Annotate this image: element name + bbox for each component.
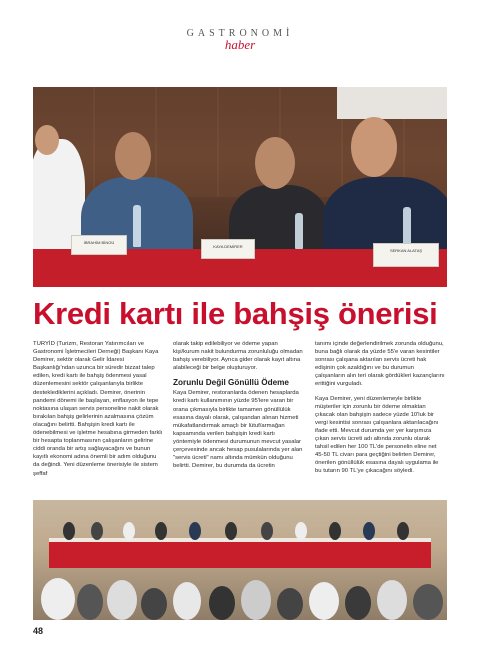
article-column-1	[33, 340, 163, 478]
audience-member	[141, 588, 167, 620]
nameplate-1: İBRAHİM BİNGÜ	[71, 235, 127, 255]
stage-person	[329, 522, 341, 540]
panelist-2-head	[255, 137, 295, 189]
stage-person	[397, 522, 409, 540]
panelist-3-head	[351, 117, 397, 177]
masthead-title: GASTRONOMİ	[186, 28, 294, 39]
paragraph: Kaya Demirer, yeni düzenlemeyle birlikte müşteriler için zorunlu bir ödeme olmaktan çıkacak olan bahşişin sadece yüzde 10'luk bir vergi kesintisi sonrası çalışanlara aktarılacağını ifade etti. Mevcut durumda yer yer karşımıza çıkan servis ücreti adı altında zorunlu olarak tahsil edilen her 100 TL'de personelin eline net 45-50 TL civarı para geçtiğini belirten Demirer, önerilen gönüllülük esasına dayalı uygulama ile bu tutarın 90 TL'ye çıkacağını söyledi.	[315, 395, 439, 475]
paragraph: TURYİD (Turizm, Restoran Yatırımcıları ve Gastronomi İşletmecileri Derneği) Başkanı Kaya Demirer, sektör olarak Gelir İdaresi Başkanlığı'ndan uzunca bir süredir bizzat talep edilen, kredi kartı ile bahşiş ödenmesi yasal düzenlemesini sektör çalışanlarıyla birlikte desteklediklerini açıkladı. Demirer, önerinin pandemi dönemi ile başlayan, enflasyon ile tepe noktasına ulaşan servis personeline nakit olarak bırakılan bahşiş gelirlerinin azalmasına çözüm olacağını belirtti. Bahşişin kredi kartı ile ödenebilmesi ve işletme hesabına girmeden farklı bir hesapta toplanmasının çalışanların gelirine ciddi oranda bir artış sağlayacağını ve bunun kayıtlı ekonomi adına önemli bir adım olduğunu da değindi. Yeni düzenleme önerisiyle ile sistem şeffaf	[33, 341, 163, 477]
nameplate-2: KAYA DEMİRER	[201, 239, 255, 259]
audience-member	[241, 580, 271, 620]
panelist-1-head	[115, 132, 151, 180]
page-number: 48	[33, 626, 44, 636]
panelist-left-edge-head	[35, 125, 59, 155]
article-body	[33, 340, 447, 490]
stage-person	[189, 522, 201, 540]
masthead-subtitle: haber	[224, 37, 256, 52]
nameplate-3: SERKAN ALATAŞ	[373, 243, 439, 267]
magazine-masthead	[0, 28, 480, 53]
article-column-3	[315, 340, 445, 476]
section-heading: Zorunlu Değil Gönüllü Ödeme	[173, 378, 289, 388]
stage-person	[295, 522, 307, 540]
stage-person	[225, 522, 237, 540]
stage-person	[123, 522, 135, 540]
audience-member	[173, 582, 201, 620]
stage-person	[91, 522, 103, 540]
stage-red-table	[49, 542, 431, 568]
paragraph: Kaya Demirer, restoranlarda ödenen hesaplarda kredi kartı kullanımının yüzde 95'lere varan bir orana çıkmasıyla birlikte tamamen gönüllülük esasına dayalı olarak, çalışandan alınan hizmeti mükafatlandırmak amaçlı bir lütuf/armağan kapsamında verilen bahşişin kredi kartı yöntemiyle ödenmesi durumunun mevcut yasalar çerçevesinde ancak hesap pusulalarında yer alan "servis ücreti" namı altında mümkün olduğunu belirtti. Demirer, bu durumda da ücretin	[173, 390, 303, 470]
stage-person	[155, 522, 167, 540]
panel-photo-top	[33, 87, 447, 287]
photo-projection-screen	[337, 87, 447, 119]
stage-person	[63, 522, 75, 540]
audience-member	[107, 580, 137, 620]
audience-photo-bottom	[33, 500, 447, 620]
water-bottle	[133, 205, 141, 247]
audience-member	[309, 582, 339, 620]
audience-member	[345, 586, 371, 620]
stage-person	[261, 522, 273, 540]
audience-member	[277, 588, 303, 620]
stage-person	[363, 522, 375, 540]
paragraph: olarak takip edilebiliyor ve ödeme yapan kişi/kurum nakit bulundurma zorunluluğu olmadan bahşiş verebiliyor. Ayrıca gider olarak kayıt altına alabileceği bir belge oluşturuyor.	[173, 341, 303, 372]
paragraph: tanımı içinde değerlendirilmek zorunda olduğunu, buna bağlı olarak da yüzde 55'e varan kesintiler sonrası çalışana aktarılan servis ücreti hak edişinin çok azaldığını ve bu durumun çalışanların alın teri olarak gördükleri kazançlarını erittiğini vurguladı.	[315, 341, 445, 388]
article-column-2	[173, 340, 303, 470]
audience-member	[77, 584, 103, 620]
audience-member	[377, 580, 407, 620]
audience-member	[41, 578, 75, 620]
water-bottle	[295, 213, 303, 249]
article-headline: Kredi kartı ile bahşiş önerisi	[33, 296, 438, 331]
audience-member	[209, 586, 235, 620]
audience-member	[413, 584, 443, 620]
